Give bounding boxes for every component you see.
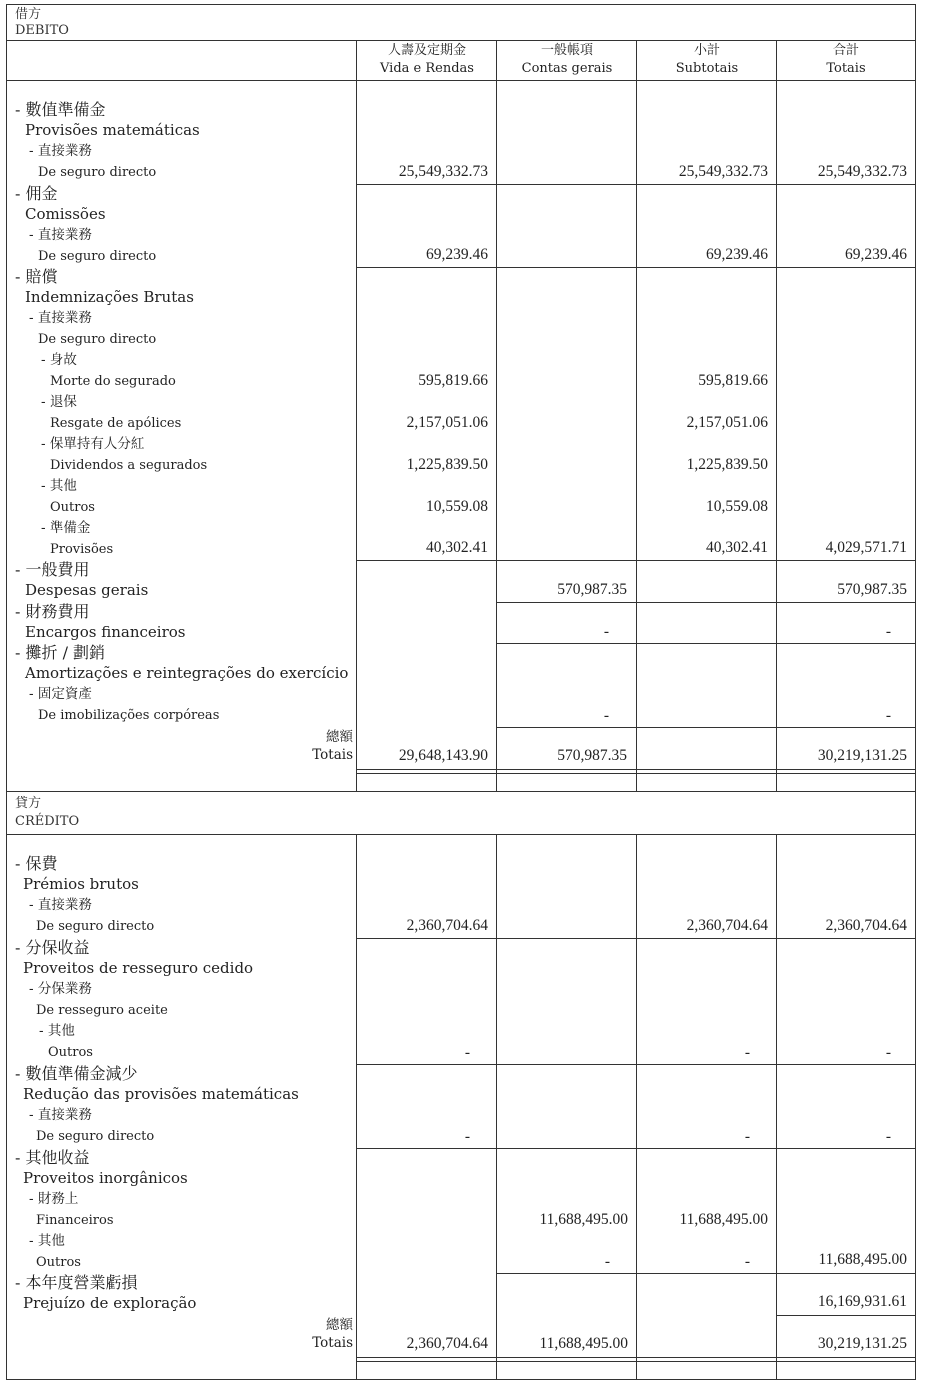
value-cell: - [885,1128,891,1145]
morte-label-zh: - 身故 [41,352,77,368]
column-header-vida: 人壽及定期金 Vida e Rendas [380,43,474,76]
premios-label-zh: - 保費 [15,854,58,873]
value-cell: 10,559.08 [706,498,768,515]
value-cell: - [885,707,891,724]
provisoes-label-pt: Provisões matemáticas [25,121,200,139]
debit-totals-label: 總額 Totais [312,729,353,763]
value-cell: 4,029,571.71 [825,539,907,556]
res-outros-label-zh: - 其他 [39,1023,75,1039]
value-cell: 570,987.35 [557,581,627,598]
credit-total-vida: 2,360,704.64 [406,1335,488,1352]
credit-total-totais: 30,219,131.25 [817,1335,907,1352]
value-cell: 2,157,051.06 [406,414,488,431]
divid-label-pt: Dividendos a segurados [50,458,208,473]
value-cell: 11,688,495.00 [539,1211,628,1228]
credit-totals-label: 總額 Totais [312,1317,353,1351]
fixed-label-pt: De imobilizações corpóreas [38,708,220,723]
divid-label-zh: - 保單持有人分紅 [41,436,145,452]
value-cell: - [464,1044,470,1061]
debit-total-totais: 30,219,131.25 [817,747,907,764]
value-cell: 2,157,051.06 [686,414,768,431]
red-direct-label-pt: De seguro directo [36,1129,155,1144]
debit-section-pt: DEBITO [15,23,69,38]
value-cell: - [885,623,891,640]
provisoes-label-zh: - 數值準備金 [15,100,106,119]
outros-label-pt: Outros [50,500,95,515]
inorg-label-zh: - 其他收益 [15,1148,90,1167]
value-cell: - [604,1253,610,1270]
value-cell: 2,360,704.64 [825,917,907,934]
res-aceite-label-pt: De resseguro aceite [36,1003,168,1018]
resseg-label-pt: Proveitos de resseguro cedido [23,959,254,977]
column-header-totais: 合計 Totais [826,43,866,76]
pre-direct-label-pt: De seguro directo [36,919,155,934]
value-cell: 69,239.46 [426,246,488,263]
resgate-label-pt: Resgate de apólices [50,416,182,431]
credit-total-gerais: 11,688,495.00 [539,1335,628,1352]
debit-section-zh: 借方 [15,7,42,22]
credit-section-zh: 貸方 [15,796,42,811]
fin-label-pt: Financeiros [36,1213,114,1228]
res-outros-label-pt: Outros [48,1045,93,1060]
reducao-label-zh: - 數值準備金減少 [15,1064,138,1083]
com-direct-label-zh: - 直接業務 [29,227,92,243]
prejuizo-label-zh: - 本年度營業虧損 [15,1273,138,1292]
value-cell: - [603,707,609,724]
value-cell: 595,819.66 [698,372,768,389]
value-cell: 16,169,931.61 [817,1293,907,1310]
column-header-subtotais: 小計 Subtotais [675,43,739,76]
comissoes-label-zh: - 佣金 [15,184,58,203]
resseg-label-zh: - 分保收益 [15,938,90,957]
value-cell: 25,549,332.73 [398,163,488,180]
value-cell: - [603,623,609,640]
value-cell: 69,239.46 [845,246,907,263]
indemn-label-pt: Indemnizações Brutas [25,288,194,306]
value-cell: - [744,1128,750,1145]
value-cell: 11,688,495.00 [818,1251,907,1268]
prejuizo-label-pt: Prejuízo de exploração [23,1294,197,1312]
prov-direct-label-pt: De seguro directo [38,165,157,180]
value-cell: 570,987.35 [837,581,907,598]
comissoes-label-pt: Comissões [25,205,106,223]
ind-direct-label-pt: De seguro directo [38,332,157,347]
value-cell: 25,549,332.73 [817,163,907,180]
indemn-label-zh: - 賠償 [15,267,58,286]
res-aceite-label-zh: - 分保業務 [29,981,92,997]
value-cell: 11,688,495.00 [679,1211,768,1228]
inorg-outros-label-pt: Outros [36,1255,81,1270]
resgate-label-zh: - 退保 [41,394,77,410]
value-cell: 25,549,332.73 [678,163,768,180]
debit-total-vida: 29,648,143.90 [398,747,488,764]
value-cell: 40,302.41 [706,539,768,556]
credit-section-pt: CRÉDITO [15,814,80,829]
value-cell: - [744,1253,750,1270]
fixed-label-zh: - 固定資產 [29,686,92,702]
prov-direct-label-zh: - 直接業務 [29,143,92,159]
ind-direct-label-zh: - 直接業務 [29,310,92,326]
value-cell: 40,302.41 [426,539,488,556]
encargos-label-pt: Encargos financeiros [25,623,186,641]
com-direct-label-pt: De seguro directo [38,249,157,264]
provis-label-pt: Provisões [50,542,114,557]
value-cell: 69,239.46 [706,246,768,263]
encargos-label-zh: - 財務費用 [15,602,90,621]
provis-label-zh: - 準備金 [41,520,91,536]
value-cell: - [464,1128,470,1145]
value-cell: 10,559.08 [426,498,488,515]
value-cell: 1,225,839.50 [406,456,488,473]
value-cell: 2,360,704.64 [686,917,768,934]
outros-label-zh: - 其他 [41,478,77,494]
despesas-label-pt: Despesas gerais [25,581,149,599]
despesas-label-zh: - 一般費用 [15,560,90,579]
debit-total-gerais: 570,987.35 [557,747,627,764]
value-cell: 595,819.66 [418,372,488,389]
premios-label-pt: Prémios brutos [23,875,139,893]
inorg-label-pt: Proveitos inorgânicos [23,1169,188,1187]
value-cell: 2,360,704.64 [406,917,488,934]
value-cell: - [744,1044,750,1061]
inorg-outros-label-zh: - 其他 [29,1233,65,1249]
red-direct-label-zh: - 直接業務 [29,1107,92,1123]
reducao-label-pt: Redução das provisões matemáticas [23,1085,299,1103]
morte-label-pt: Morte do segurado [50,374,176,389]
pre-direct-label-zh: - 直接業務 [29,897,92,913]
value-cell: 1,225,839.50 [686,456,768,473]
amort-label-zh: - 攤折 / 劃銷 [15,643,106,662]
value-cell: - [885,1044,891,1061]
column-header-contas-gerais: 一般帳項 Contas gerais [521,43,613,76]
amort-label-pt: Amortizações e reintegrações do exercício [25,664,349,682]
fin-label-zh: - 財務上 [29,1191,79,1207]
